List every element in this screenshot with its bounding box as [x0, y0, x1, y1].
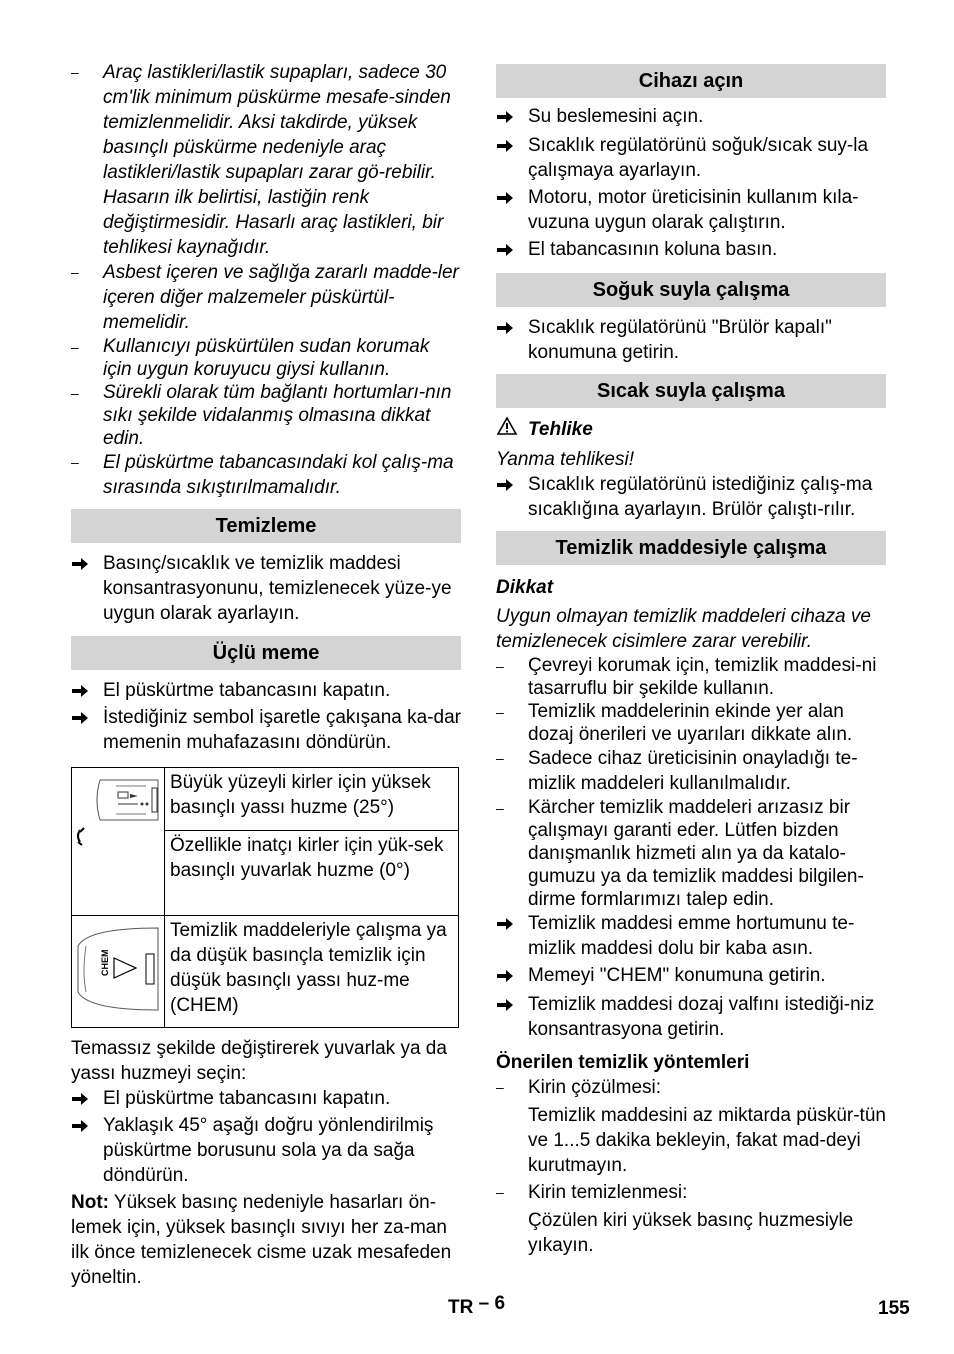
warning-item: – El püskürtme tabancasındaki kol çalış-ma sırasında sıkıştırılmamalıdır.: [71, 452, 454, 498]
step-item: Memeyi "CHEM" konumuna getirin.: [496, 963, 886, 990]
svg-text:CHEM: CHEM: [100, 949, 110, 976]
section-header-cihazi-acin: Cihazı açın: [496, 64, 886, 98]
nozzle-row-25deg: Büyük yüzeyli kirler için yüksek basınçlı yassı huzme (25°): [165, 768, 459, 831]
method-text: Çözülen kiri yüksek basınç huzmesiyle yıkayın.: [528, 1210, 854, 1256]
danger-text: Yanma tehlikesi!: [496, 449, 634, 470]
dash-item: – Çevreyi korumak için, temizlik maddesi-ni tasarruflu bir şekilde kullanın.: [496, 655, 877, 699]
arrow-right-icon: [496, 992, 528, 1019]
step-item: Sıcaklık regülatörünü "Brülör kapalı" konumuna getirin.: [496, 315, 886, 365]
method-item: – Kirin temizlenmesi:: [496, 1182, 688, 1203]
nozzle-row-0deg: Özellikle inatçı kirler için yük-sek basınçlı yuvarlak huzme (0°): [165, 831, 459, 916]
step-item: Su beslemesini açın.: [496, 104, 886, 131]
section-header-temizleme: Temizleme: [71, 509, 461, 543]
arrow-right-icon: [71, 551, 103, 578]
section-header-uclu-meme: Üçlü meme: [71, 636, 461, 670]
step-item: Basınç/sıcaklık ve temizlik maddesi konsantrasyonunu, temizlenecek yüze-ye uygun olarak ayarlayın.: [71, 551, 461, 626]
step-item: Sıcaklık regülatörünü istediğiniz çalış-ma sıcaklığına ayarlayın. Brülör çalıştı-rılır.: [496, 472, 886, 522]
page-number: 155: [878, 1298, 910, 1319]
step-item: El püskürtme tabancasını kapatın.: [71, 1086, 461, 1113]
nozzle-chem-icon: [72, 916, 165, 1028]
paragraph: Temassız şekilde değiştirerek yuvarlak ya da yassı huzmeyi seçin:: [71, 1038, 447, 1084]
methods-title: Önerilen temizlik yöntemleri: [496, 1052, 750, 1073]
step-item: El tabancasının koluna basın.: [496, 237, 886, 264]
arrow-right-icon: [496, 963, 528, 990]
arrow-right-icon: [71, 705, 103, 732]
nozzle-row-chem: Temizlik maddeleriyle çalışma ya da düşük basınçla temizlik için düşük basınçlı yassı huz-me (CHEM): [165, 916, 459, 1028]
arrow-right-icon: [496, 237, 528, 264]
step-item: El püskürtme tabancasını kapatın.: [71, 678, 461, 705]
arrow-right-icon: [496, 472, 528, 499]
arrow-right-icon: [496, 911, 528, 938]
arrow-right-icon: [496, 133, 528, 160]
warning-item: – Kullanıcıyı püskürtülen sudan korumak için uygun koruyucu giysi kullanın.: [71, 336, 430, 380]
method-text: Temizlik maddesini az miktarda püskür-tün ve 1...5 dakika bekleyin, fakat mad-deyi kurutmayın.: [528, 1105, 886, 1176]
warning-item: – Sürekli olarak tüm bağlantı hortumları-nın sıkı şekilde vidalanmış olmasına dikkat edin.: [71, 382, 452, 449]
arrow-right-icon: [496, 185, 528, 212]
step-item: Yaklaşık 45° aşağı doğru yönlendirilmiş püskürtme borusunu sola ya da sağa döndürün.: [71, 1113, 461, 1188]
dash-item: – Temizlik maddelerinin ekinde yer alan dozaj önerileri ve uyarıları dikkate alın.: [496, 701, 853, 745]
arrow-right-icon: [71, 1113, 103, 1140]
danger-heading: Tehlike: [496, 416, 886, 443]
right-column: [496, 64, 886, 1258]
warning-triangle-icon: [496, 416, 528, 443]
method-item: – Kirin çözülmesi:: [496, 1077, 662, 1098]
step-item: Temizlik maddesi emme hortumunu te-mizlik maddesi dolu bir kaba asın.: [496, 911, 886, 961]
nozzle-table: [71, 767, 459, 1028]
arrow-right-icon: [71, 678, 103, 705]
dash-item: – Sadece cihaz üreticisinin onayladığı te-mizlik maddeleri kullanılmalıdır.: [496, 748, 858, 794]
arrow-right-icon: [496, 104, 528, 131]
left-column: [71, 58, 461, 1290]
note-paragraph: Not: Yüksek basınç nedeniyle hasarları ön-lemek için, yüksek basınçlı sıvıyı her za-man ilk önce temizlenecek cisme uzak mesafeden yöneltin.: [71, 1192, 452, 1288]
attention-heading: Dikkat: [496, 577, 554, 598]
nozzle-high-pressure-icon: [72, 768, 165, 916]
warning-item: – Asbest içeren ve sağlığa zararlı madde-ler içeren diğer malzemeler püskürtül-memelidir.: [71, 262, 459, 333]
step-item: İstediğiniz sembol işaretle çakışana ka-dar memenin muhafazasını döndürün.: [71, 705, 461, 755]
footer-language: TR – 6: [448, 1293, 506, 1318]
arrow-right-icon: [496, 315, 528, 342]
step-item: Sıcaklık regülatörünü soğuk/sıcak suy-la çalışmaya ayarlayın.: [496, 133, 886, 183]
warning-item: – Araç lastikleri/lastik supapları, sadece 30 cm'lik minimum püskürme mesafe-sinden temizlenmelidir. Aksi takdirde, yüksek basınçlı püskürme nedeniyle araç lastikleri/lastik supapları zarar gö-rebilir. Hasarın ilk belirtisi, lastiğin renk değiştirmesidir. Hasarlı araç lastikleri, bir tehlikesi kaynağıdır.: [71, 62, 451, 258]
section-header-soguk-su: Soğuk suyla çalışma: [496, 273, 886, 307]
attention-text: Uygun olmayan temizlik maddeleri cihaza ve temizlenecek cisimlere zarar verebilir.: [496, 606, 871, 652]
step-item: Temizlik maddesi dozaj valfını istediği-niz konsantrasyona getirin.: [496, 992, 886, 1042]
section-header-sicak-su: Sıcak suyla çalışma: [496, 374, 886, 408]
section-header-temizlik-maddesi: Temizlik maddesiyle çalışma: [496, 531, 886, 565]
step-item: Motoru, motor üreticisinin kullanım kıla-vuzuna uygun olarak çalıştırın.: [496, 185, 886, 235]
dash-item: – Kärcher temizlik maddeleri arızasız bir çalışmayı garanti eder. Lütfen bizden danışmanlık hizmeti alın ya da katalo-gumuzu ya da temizlik maddesi bilgilen-dirme formlarımızı talep edin.: [496, 797, 864, 910]
arrow-right-icon: [71, 1086, 103, 1113]
